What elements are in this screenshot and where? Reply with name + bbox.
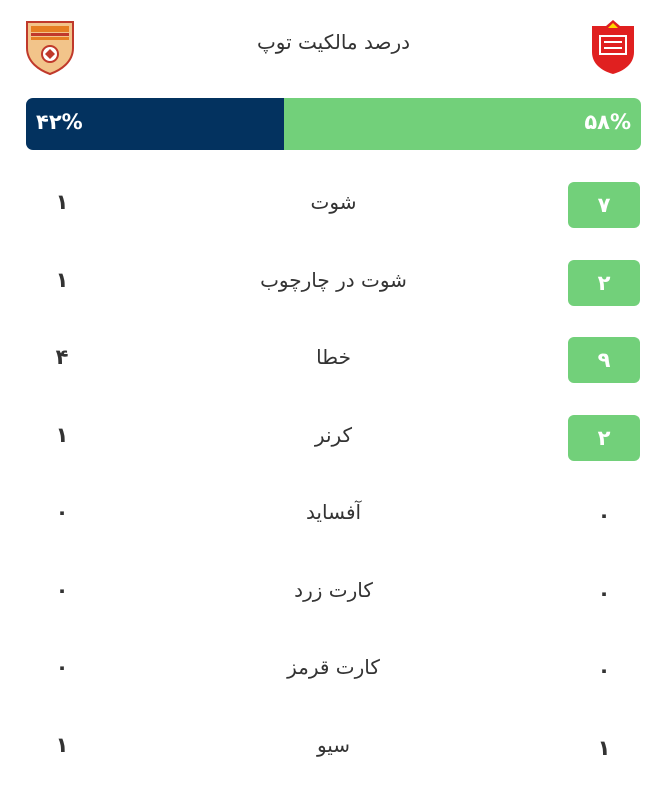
stat-row-saves bbox=[0, 707, 667, 785]
away-possession-label: ۴۲% bbox=[36, 110, 83, 134]
home-value: ۰ bbox=[597, 503, 611, 527]
stat-row-offsides bbox=[0, 474, 667, 552]
away-value: ۱ bbox=[55, 422, 69, 447]
stat-label: کرنر bbox=[314, 422, 353, 447]
persepolis-fc-logo-icon bbox=[586, 18, 640, 76]
away-value: ۰ bbox=[55, 500, 69, 524]
home-value: ۱ bbox=[597, 735, 611, 760]
stat-row-shots-on-target bbox=[0, 242, 667, 320]
away-value: ۱ bbox=[55, 267, 69, 292]
stat-label: شوت در چارچوب bbox=[260, 267, 407, 292]
away-value: ۱ bbox=[55, 732, 69, 757]
stat-label: سیو bbox=[316, 732, 351, 757]
stat-row-shots bbox=[0, 164, 667, 242]
home-value: ۰ bbox=[597, 658, 611, 682]
stat-row-yellow-cards bbox=[0, 552, 667, 630]
stat-label: کارت قرمز bbox=[287, 655, 380, 679]
stat-label: شوت bbox=[310, 190, 357, 214]
stat-row-corners bbox=[0, 397, 667, 475]
stat-label: خطا bbox=[316, 345, 351, 369]
home-value: ۰ bbox=[597, 580, 611, 605]
away-value: ۰ bbox=[55, 655, 69, 679]
page-title: درصد مالکیت توپ bbox=[256, 30, 411, 54]
stat-row-red-cards bbox=[0, 629, 667, 707]
stat-label: آفساید bbox=[305, 500, 362, 524]
home-possession-label: ۵۸% bbox=[584, 110, 631, 134]
home-value: ۲ bbox=[568, 415, 640, 461]
possession-bar bbox=[26, 98, 641, 150]
home-value: ۹ bbox=[568, 337, 640, 383]
home-value: ۲ bbox=[568, 260, 640, 306]
stat-row-fouls bbox=[0, 319, 667, 397]
away-value: ۱ bbox=[55, 190, 69, 214]
home-value: ۷ bbox=[568, 182, 640, 228]
away-value: ۴ bbox=[55, 345, 69, 369]
possession-home-segment bbox=[284, 98, 641, 150]
away-value: ۰ bbox=[55, 577, 69, 602]
stat-label: کارت زرد bbox=[294, 577, 373, 602]
stats-header bbox=[0, 0, 667, 92]
possession-away-segment bbox=[26, 98, 284, 150]
stats-list bbox=[0, 164, 667, 784]
